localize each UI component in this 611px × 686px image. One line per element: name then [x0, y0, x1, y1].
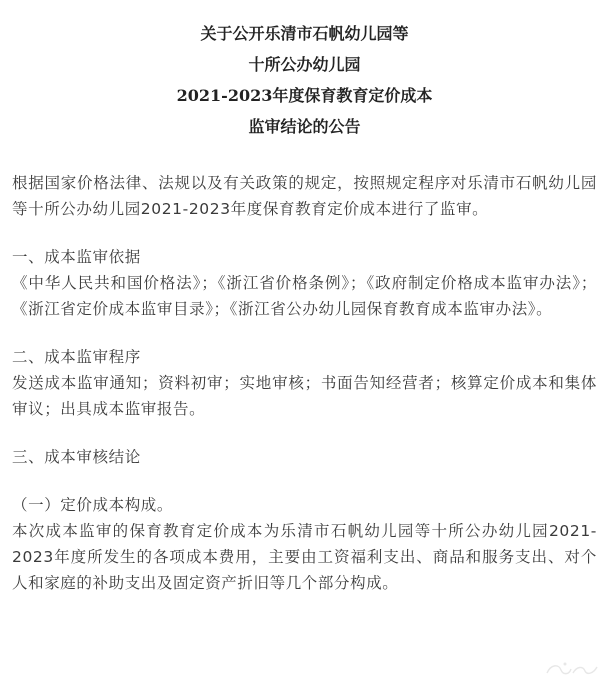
- watermark-logo-icon: [543, 658, 601, 680]
- intro-paragraph: 根据国家价格法律、法规以及有关政策的规定，按照规定程序对乐清市石帆幼儿园等十所公办幼儿园2021-2023年度保育教育定价成本进行了监审。: [12, 174, 597, 218]
- section-2-body: 发送成本监审通知；资料初审；实地审核；书面告知经营者；核算定价成本和集体审议；出具成本监审报告。: [12, 374, 597, 418]
- title-line-2: 十所公办幼儿园: [248, 55, 361, 74]
- announcement-title: [12, 18, 597, 142]
- section-2-heading: 二、成本监审程序: [12, 348, 141, 366]
- title-line-3: 2021-2023年度保育教育定价成本: [176, 86, 433, 105]
- subsection-1-heading: （一）定价成本构成。: [12, 496, 174, 514]
- title-line-4: 监审结论的公告: [248, 117, 361, 136]
- section-1-heading: 一、成本监审依据: [12, 248, 141, 266]
- title-line-1: 关于公开乐清市石帆幼儿园等: [200, 24, 409, 43]
- section-1-body: 《中华人民共和国价格法》；《浙江省价格条例》；《政府制定价格成本监审办法》；《浙江省定价成本监审目录》；《浙江省公办幼儿园保育教育成本监审办法》。: [12, 274, 597, 318]
- section-3-heading: 三、成本审核结论: [12, 448, 141, 466]
- subsection-1-body: 本次成本监审的保育教育定价成本为乐清市石帆幼儿园等十所公办幼儿园2021-2023年度所发生的各项成本费用，主要由工资福利支出、商品和服务支出、对个人和家庭的补助支出及固定资产折旧等几个部分构成。: [12, 522, 597, 592]
